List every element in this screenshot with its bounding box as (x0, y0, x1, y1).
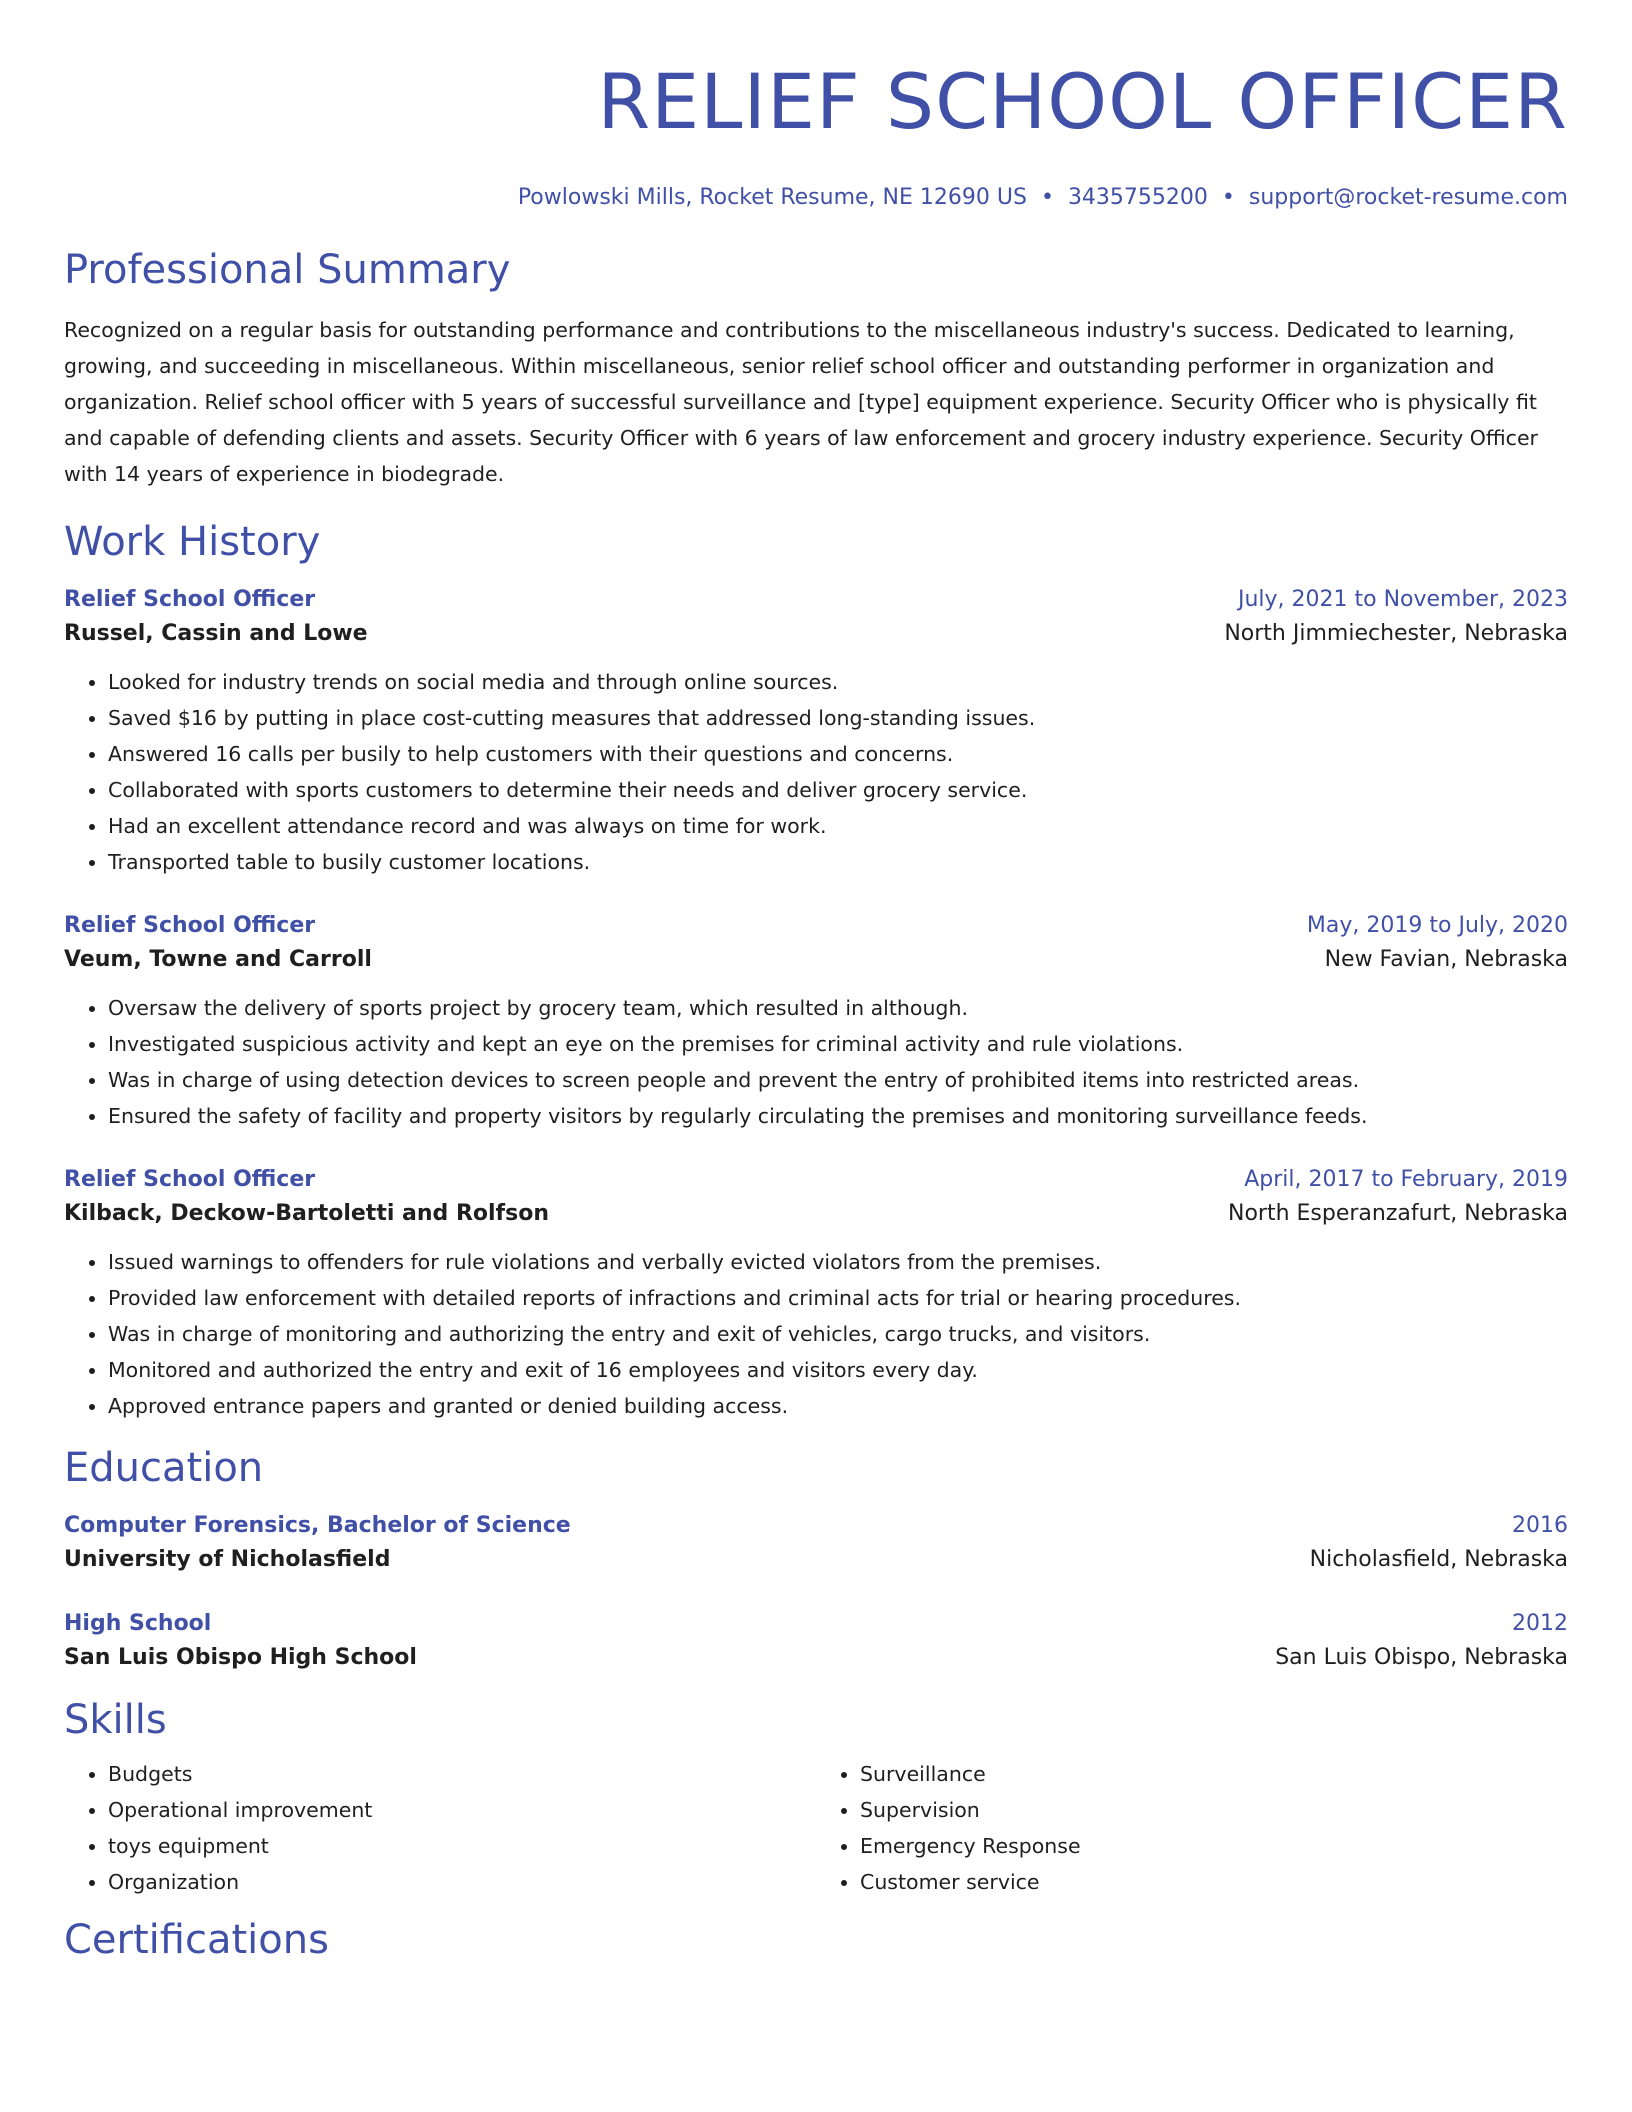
job-bullets (64, 1244, 1568, 1424)
contact-line (64, 182, 1568, 214)
education-school: San Luis Obispo High School (64, 1645, 417, 1670)
job-bullet: • Investigated suspicious activity and kept an eye on the premises for criminal activity and rule violations. (108, 1026, 1568, 1062)
job-dates: July, 2021 to November, 2023 (1237, 587, 1568, 612)
job-role: Relief School Officer (64, 913, 316, 938)
job-bullet: • Had an excellent attendance record and was always on time for work. (108, 808, 1568, 844)
education-degree: High School (64, 1611, 212, 1636)
skills-heading: Skills (64, 1697, 167, 1743)
education-entry (64, 1510, 1568, 1578)
job-location: North Esperanzafurt, Nebraska (1227, 1201, 1568, 1226)
skills-list-right (816, 1756, 1568, 1900)
education-degree: Computer Forensics, Bachelor of Science (64, 1513, 571, 1538)
job-dates: May, 2019 to July, 2020 (1306, 913, 1568, 938)
education-entry (64, 1608, 1568, 1676)
resume-name: RELIEF SCHOOL OFFICER (597, 57, 1568, 146)
contact-separator-2: • (1221, 185, 1235, 210)
work-history-heading: Work History (64, 519, 321, 565)
contact-address: Powlowski Mills, Rocket Resume, NE 12690 US (517, 185, 1027, 210)
job-bullet: • Was in charge of monitoring and authorizing the entry and exit of vehicles, cargo trucks, and visitors. (108, 1316, 1568, 1352)
job-company: Veum, Towne and Carroll (64, 947, 372, 972)
job-entry (64, 584, 1568, 880)
job-bullet: • Issued warnings to offenders for rule violations and verbally evicted violators from the premises. (108, 1244, 1568, 1280)
job-bullet: • Collaborated with sports customers to determine their needs and deliver grocery service. (108, 772, 1568, 808)
job-role: Relief School Officer (64, 587, 316, 612)
job-bullet: • Looked for industry trends on social media and through online sources. (108, 664, 1568, 700)
skill-item: • Surveillance (860, 1756, 1568, 1792)
job-bullet: • Monitored and authorized the entry and exit of 16 employees and visitors every day. (108, 1352, 1568, 1388)
skill-item: • toys equipment (108, 1828, 816, 1864)
job-bullets (64, 664, 1568, 880)
job-company: Kilback, Deckow-Bartoletti and Rolfson (64, 1201, 549, 1226)
skill-item: • Organization (108, 1864, 816, 1900)
job-bullet: • Provided law enforcement with detailed reports of infractions and criminal acts for trial or hearing procedures. (108, 1280, 1568, 1316)
skill-item: • Budgets (108, 1756, 816, 1792)
job-bullet: • Oversaw the delivery of sports project by grocery team, which resulted in although. (108, 990, 1568, 1026)
education-school: University of Nicholasfield (64, 1547, 391, 1572)
job-bullets (64, 990, 1568, 1134)
skills-columns (64, 1756, 1568, 1900)
contact-separator-1: • (1040, 185, 1054, 210)
contact-email[interactable]: support@rocket-resume.com (1248, 185, 1568, 210)
summary-text: Recognized on a regular basis for outstanding performance and contributions to the miscellaneous industry's success. Dedicated to learning, growing, and succeeding in miscellaneous. Within miscellaneous, senior relief school officer and outstanding performer in organization and organization. Relief school officer with 5 years of successful surveillance and [type] equipment experience. Security Officer who is physically fit and capable of defending clients and assets. Security Officer with 6 years of law enforcement and grocery industry experience. Security Officer with 14 years of experience in biodegrade. (64, 318, 1538, 486)
job-location: North Jimmiechester, Nebraska (1224, 621, 1568, 646)
job-location: New Favian, Nebraska (1324, 947, 1568, 972)
job-bullet: • Approved entrance papers and granted or denied building access. (108, 1388, 1568, 1424)
skill-item: • Supervision (860, 1792, 1568, 1828)
education-year: 2016 (1512, 1513, 1568, 1538)
job-bullet: • Saved $16 by putting in place cost-cutting measures that addressed long-standing issues. (108, 700, 1568, 736)
job-role: Relief School Officer (64, 1167, 316, 1192)
skill-item: • Emergency Response (860, 1828, 1568, 1864)
education-year: 2012 (1512, 1611, 1568, 1636)
education-location: Nicholasfield, Nebraska (1309, 1547, 1568, 1572)
education-heading: Education (64, 1445, 264, 1491)
skills-list-left (64, 1756, 816, 1900)
job-entry (64, 1164, 1568, 1424)
job-entry (64, 910, 1568, 1134)
certifications-heading: Certifications (64, 1917, 329, 1963)
skill-item: • Operational improvement (108, 1792, 816, 1828)
job-bullet: • Answered 16 calls per busily to help customers with their questions and concerns. (108, 736, 1568, 772)
education-location: San Luis Obispo, Nebraska (1275, 1645, 1568, 1670)
job-company: Russel, Cassin and Lowe (64, 621, 368, 646)
summary-heading: Professional Summary (64, 247, 511, 293)
job-bullet: • Ensured the safety of facility and property visitors by regularly circulating the premises and monitoring surveillance feeds. (108, 1098, 1568, 1134)
contact-phone: 3435755200 (1067, 185, 1208, 210)
skill-item: • Customer service (860, 1864, 1568, 1900)
job-bullet: • Transported table to busily customer locations. (108, 844, 1568, 880)
job-dates: April, 2017 to February, 2019 (1244, 1167, 1568, 1192)
job-bullet: • Was in charge of using detection devices to screen people and prevent the entry of prohibited items into restricted areas. (108, 1062, 1568, 1098)
